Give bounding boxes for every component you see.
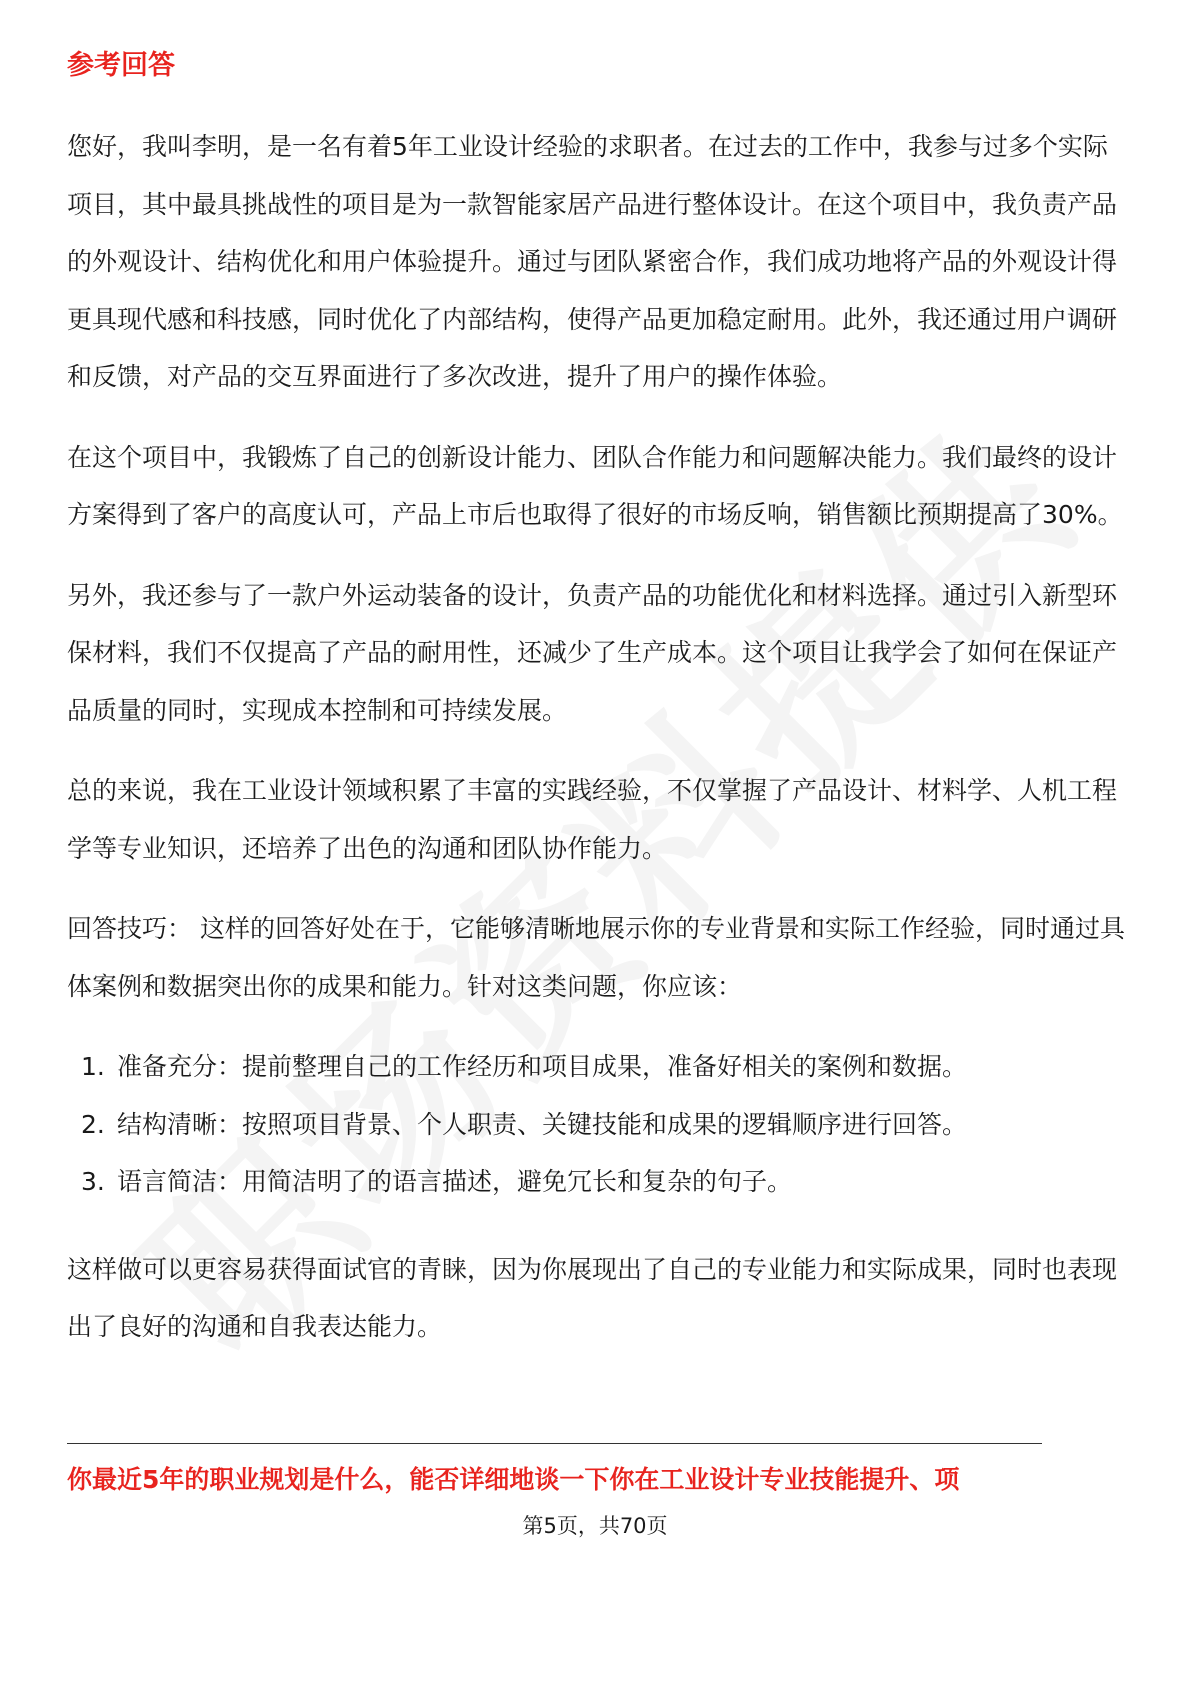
- answer-paragraph-3: 另外，我还参与了一款户外运动装备的设计，负责产品的功能优化和材料选择。通过引入新型环保材料，我们不仅提高了产品的耐用性，还减少了生产成本。这个项目让我学会了如何在保证产品质量的同时，实现成本控制和可持续发展。: [67, 580, 1118, 725]
- list-item-text: 语言简洁：用简洁明了的语言描述，避免冗长和复杂的句子。: [117, 1167, 793, 1196]
- list-item: [67, 1153, 1127, 1211]
- list-item-number: 2.: [81, 1109, 105, 1139]
- closing-paragraph: 这样做可以更容易获得面试官的青睐，因为你展现出了自己的专业能力和实际成果，同时也表现出了良好的沟通和自我表达能力。: [67, 1254, 1118, 1341]
- list-item-text: 准备充分：提前整理自己的工作经历和项目成果，准备好相关的案例和数据。: [117, 1052, 968, 1081]
- divider: [67, 1443, 1042, 1444]
- list-item: [67, 1038, 1127, 1096]
- list-item: [67, 1096, 1127, 1154]
- answer-paragraph-4: 总的来说，我在工业设计领域积累了丰富的实践经验，不仅掌握了产品设计、材料学、人机工程学等专业知识，还培养了出色的沟通和团队协作能力。: [67, 776, 1118, 863]
- list-item-number: 3.: [81, 1167, 105, 1196]
- answer-tips-intro: 回答技巧： 这样的回答好处在于，它能够清晰地展示你的专业背景和实际工作经验，同时通过具体案例和数据突出你的成果和能力。针对这类问题，你应该：: [67, 914, 1125, 1001]
- answer-paragraph-2: 在这个项目中，我锻炼了自己的创新设计能力、团队合作能力和问题解决能力。我们最终的设计方案得到了客户的高度认可，产品上市后也取得了很好的市场反响，销售额比预期提高了30%。: [67, 442, 1123, 529]
- list-item-text: 结构清晰：按照项目背景、个人职责、关键技能和成果的逻辑顺序进行回答。: [117, 1109, 968, 1139]
- list-item-number: 1.: [81, 1052, 105, 1081]
- answer-paragraph-1: 您好，我叫李明，是一名有着5年工业设计经验的求职者。在过去的工作中，我参与过多个实际项目，其中最具挑战性的项目是为一款智能家居产品进行整体设计。在这个项目中，我负责产品的外观设计、结构优化和用户体验提升。通过与团队紧密合作，我们成功地将产品的外观设计得更具现代感和科技感，同时优化了内部结构，使得产品更加稳定耐用。此外，我还通过用户调研和反馈，对产品的交互界面进行了多次改进，提升了用户的操作体验。: [67, 132, 1118, 391]
- tips-list: [67, 1038, 1127, 1211]
- page-number: 第5页，共70页: [522, 1514, 668, 1538]
- section-title: 参考回答: [67, 50, 175, 81]
- answer-content: [67, 118, 1127, 1379]
- next-question-heading: 你最近5年的职业规划是什么，能否详细地谈一下你在工业设计专业技能提升、项: [67, 1465, 960, 1494]
